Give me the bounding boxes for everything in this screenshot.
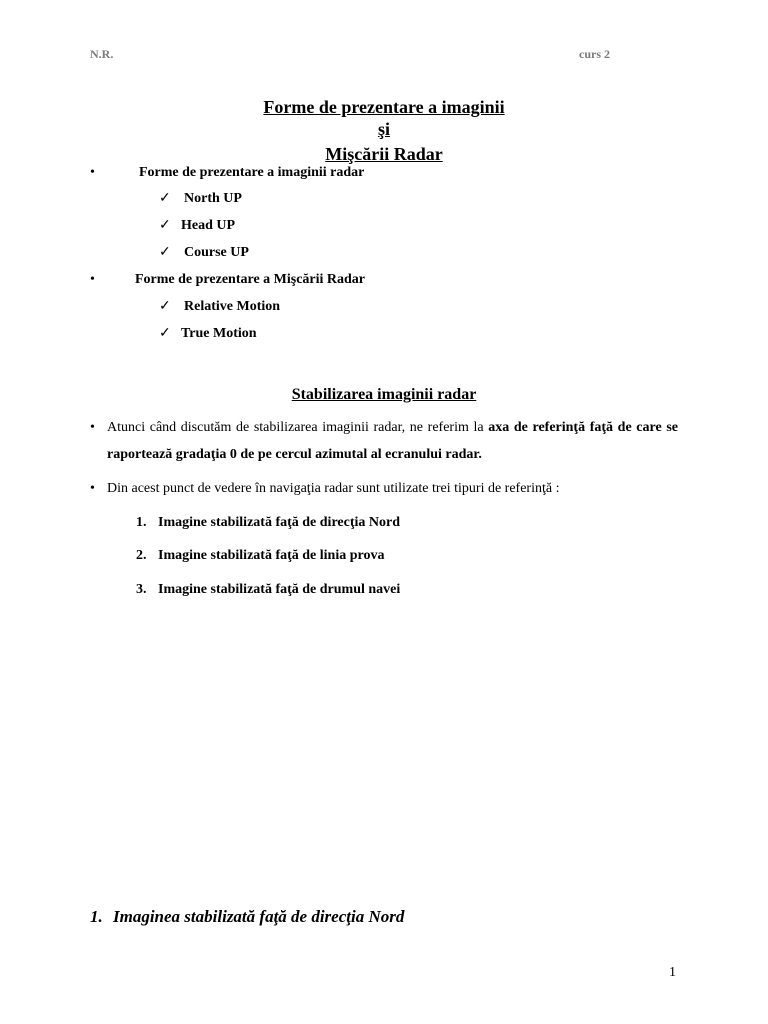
list-heading: Forme de prezentare a imaginii radar [139,165,365,180]
list-item: Imagine stabilizată faţă de drumul navei [158,582,401,597]
header-right: curs 2 [579,47,610,61]
title-line-3: Mişcării Radar [325,144,443,164]
paragraph-1 [107,414,678,468]
list-item: True Motion [181,326,257,341]
bullet-marker: • [90,420,95,435]
list-item: North UP [184,191,242,206]
check-icon: ✓ [159,326,171,341]
list-item: Head UP [181,218,236,233]
list-item: Relative Motion [184,299,281,314]
title-line-2: şi [377,119,390,139]
list-number: 1. [136,515,147,530]
list-number: 3. [136,582,147,597]
check-icon: ✓ [159,245,171,260]
list-item: Course UP [184,245,249,260]
subheading-number: 1. [90,907,103,926]
check-icon: ✓ [159,218,171,233]
paragraph-text: Atunci când discutăm de stabilizarea imaginii radar, ne referim la [107,420,489,435]
subheading: Imaginea stabilizată faţă de direcţia Nord [113,907,405,926]
bullet-marker: • [90,272,95,287]
list-item: Imagine stabilizată faţă de direcţia Nord [158,515,400,530]
paragraph-bold-text: axa de referinţă faţă de care se raportează gradaţia 0 de pe cercul azimutal al ecranului radar. [107,420,678,462]
header-left: N.R. [90,47,114,61]
check-icon: ✓ [159,191,171,206]
list-number: 2. [136,548,147,563]
page-number: 1 [669,965,676,980]
paragraph-2: Din acest punct de vedere în navigaţia radar sunt utilizate trei tipuri de referinţă : [107,481,560,496]
list-heading: Forme de prezentare a Mişcării Radar [135,272,366,287]
bullet-marker: • [90,165,95,180]
title-line-1: Forme de prezentare a imaginii [263,97,505,117]
section-title: Stabilizarea imaginii radar [291,386,477,403]
list-item: Imagine stabilizată faţă de linia prova [158,548,385,563]
check-icon: ✓ [159,299,171,314]
bullet-marker: • [90,481,95,496]
